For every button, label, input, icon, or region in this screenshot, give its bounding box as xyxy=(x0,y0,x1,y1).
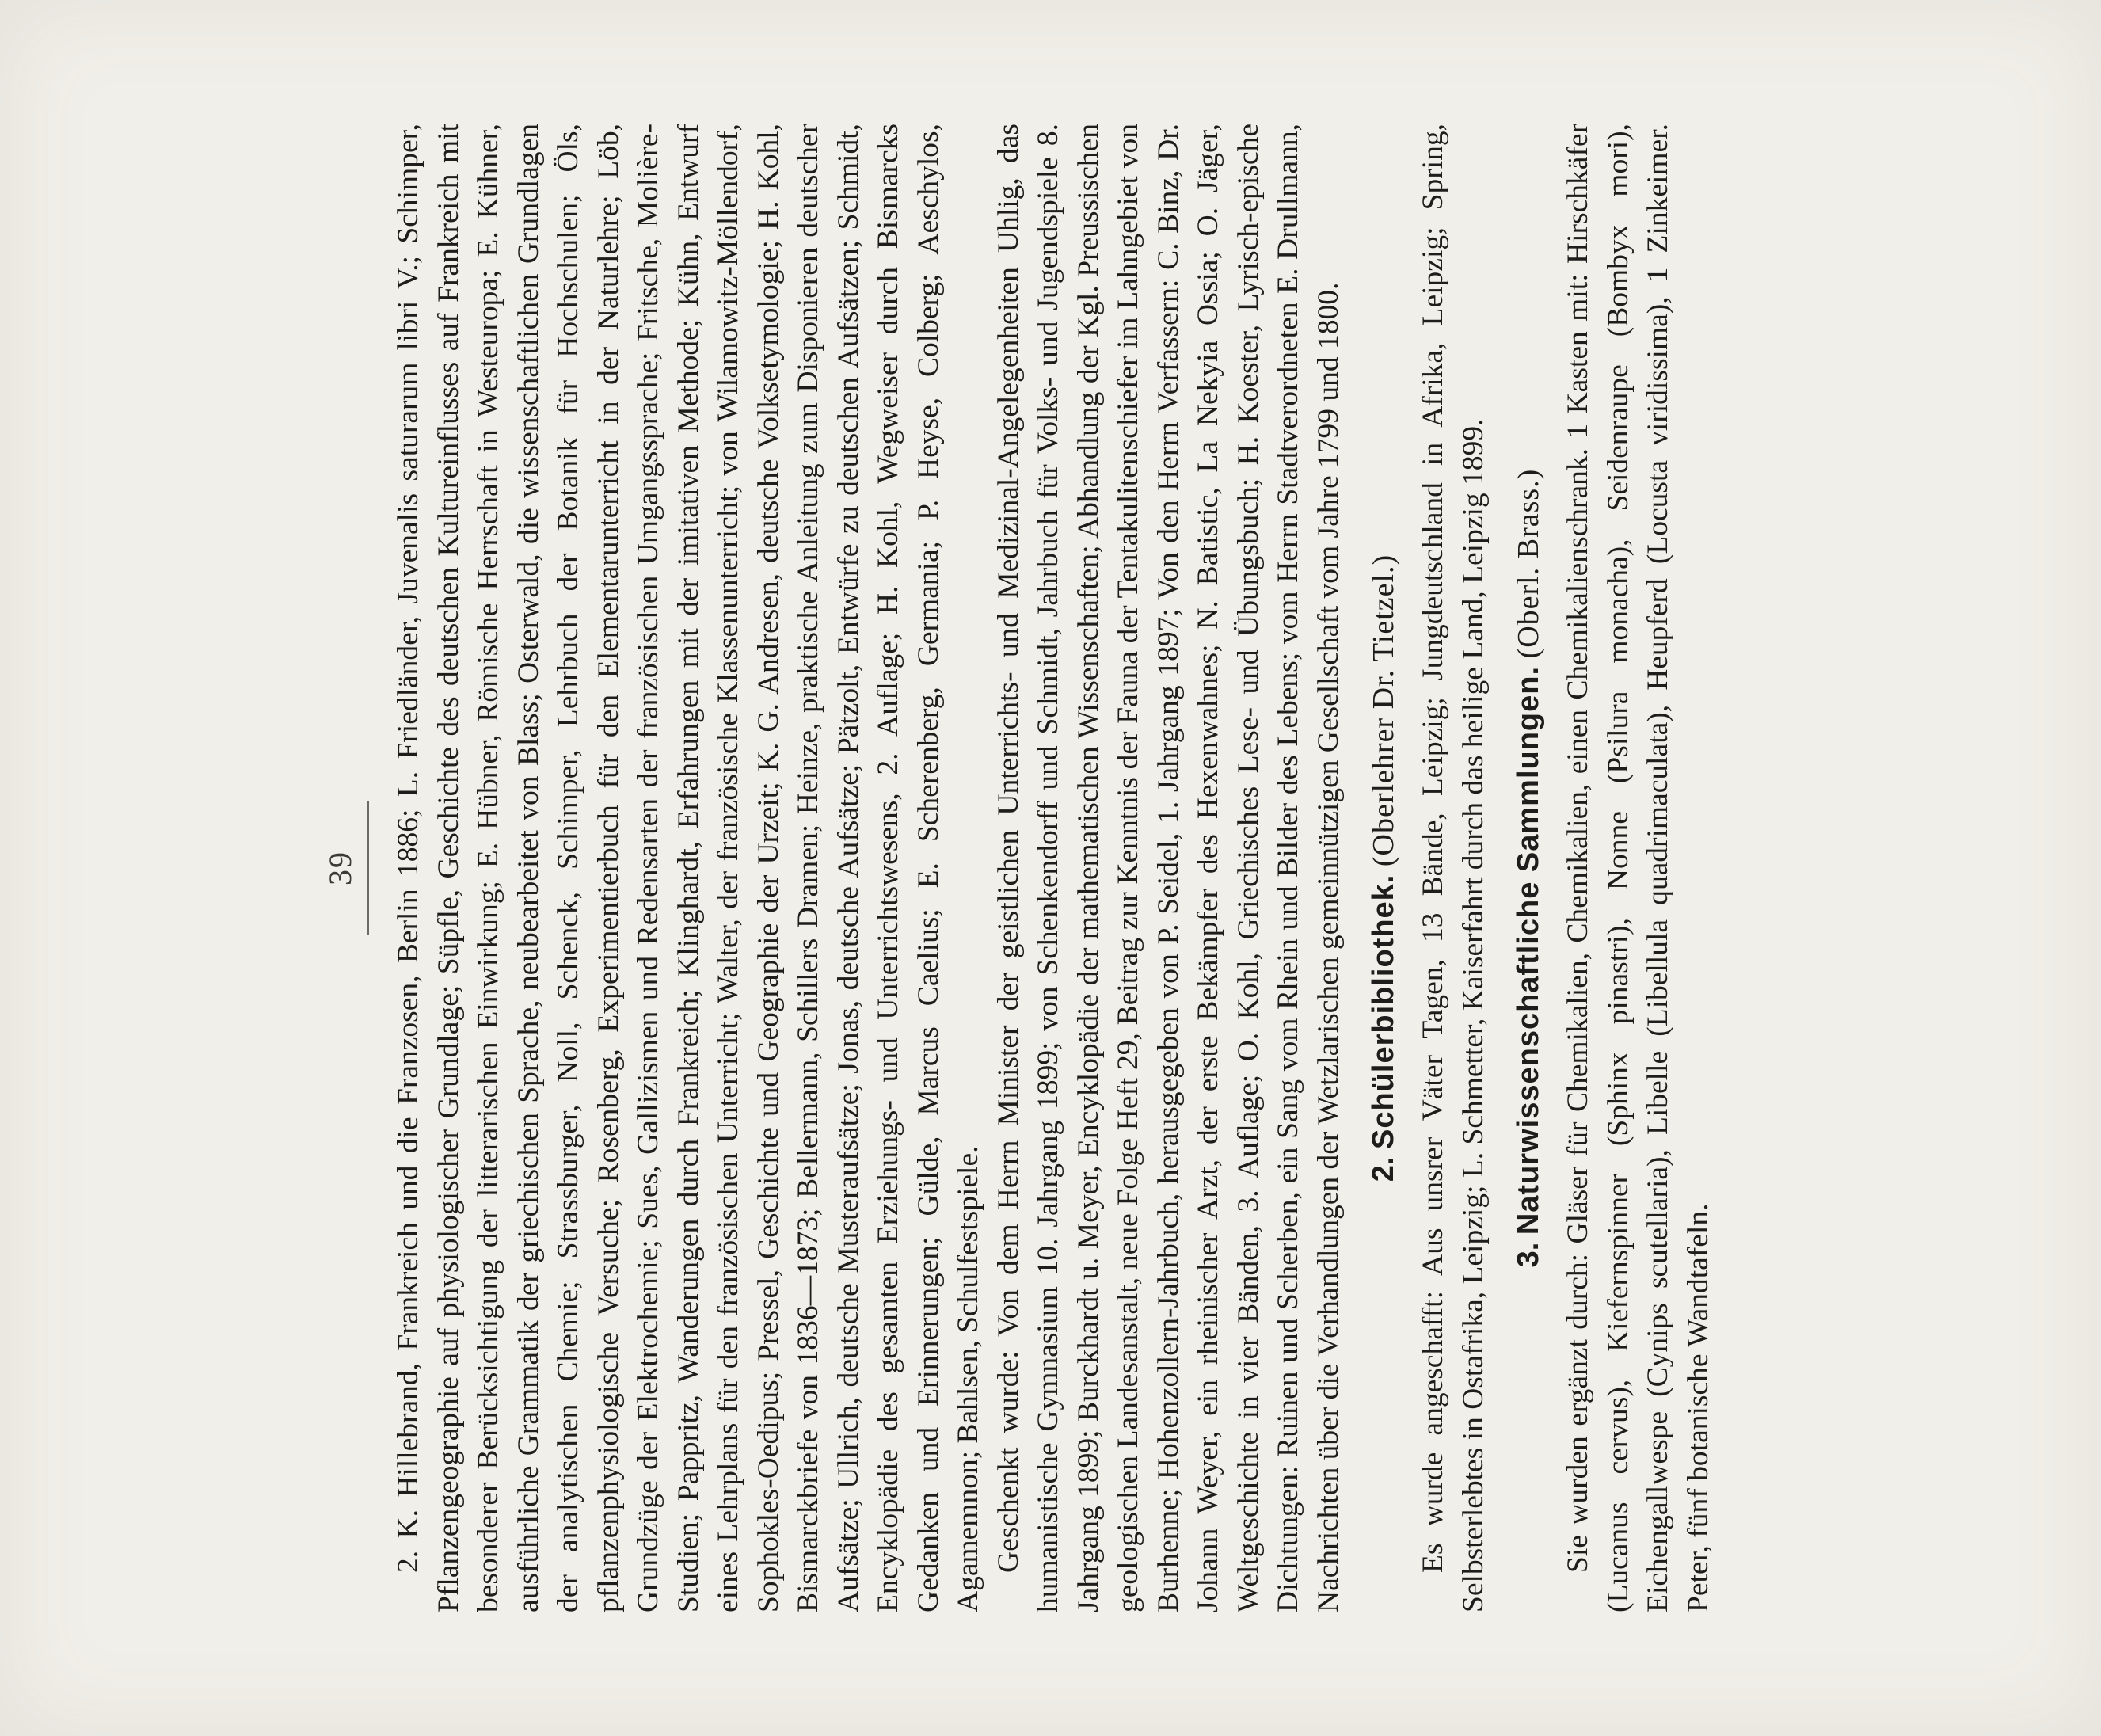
section-title: Schülerbibliothek. xyxy=(1367,874,1400,1150)
section-title: Naturwissenschaftliche Sammlungen. xyxy=(1512,665,1545,1235)
section-number: 2. xyxy=(1367,1156,1400,1182)
section-responsible: (Oberlehrer Dr. Tietzel.) xyxy=(1367,554,1400,867)
paragraph-natural-science: Sie wurden ergänzt durch: Gläser für Chemikalien, Chemikalien, einen Chemikalienschrank. 1 Kasten mit: Hirschkäfer (Lucanus cervus), Kiefernspinner (Sphinx pinastri), Nonne (Psilura monacha), Seidenraupe (Bombyx mori), Eichengallwespe (Cynips scutellaria), Libelle (Libellula quadrimaculata), Heupferd (Locusta viridissima), 1 Zinkeimer. Peter, fünf botanische Wandtafeln. xyxy=(1562,124,1715,1612)
section-number: 3. xyxy=(1512,1242,1545,1268)
header-rule xyxy=(367,801,369,935)
paragraph-donations: Geschenkt wurde: Von dem Herrn Minister der geistlichen Unterrichts- und Medizinal-Angelegenheiten Uhlig, das humanistische Gymnasium 10. Jahrgang 1899; von Schenkendorff und Schmidt, Jahrbuch für Volks- und Jugendspiele 8. Jahrgang 1899; Burckhardt u. Meyer, Encyklopädie der mathematischen Wissenschaften; Abhandlung der Kgl. Preussischen geologischen Landesanstalt, neue Folge Heft 29, Beitrag zur Kenntnis der Fauna der Tentakulitenschiefer im Lahngebiet von Burhenne; Hohenzollern-Jahrbuch, herausgegeben von P. Seidel, 1. Jahrgang 1897; Von den Herrn Verfassern: C. Binz, Dr. Johann Weyer, ein rheinischer Arzt, der erste Bekämpfer des Hexenwahnes; N. Batistic, La Nekyia Ossia; O. Jäger, Weltgeschichte in vier Bänden, 3. Auflage; O. Kohl, Griechisches Lese- und Übungsbuch; H. Koester, Lyrisch-epische Dichtungen: Ruinen und Scherben, ein Sang vom Rhein und Bilder des Lebens; vom Herrn Stadtverordneten E. Drullmann, Nachrichten über die Verhandlungen der Wetzlarischen gemeinnützigen Gesellschaft vom Jahre 1799 und 1800. xyxy=(992,124,1345,1612)
page-header xyxy=(306,124,389,1612)
section-heading-student-library xyxy=(1363,124,1404,1612)
paragraph-library-acquisitions: 2. K. Hillebrand, Frankreich und die Franzosen, Berlin 1886; L. Friedländer, Juvenalis saturarum libri V.; Schimper, Pflanzengeographie auf physiologischer Grundlage; Süpfle, Geschichte des deutschen Kultureinflusses auf Frankreich mit besonderer Berücksichtigung der litterarischen Einwirkung; E. Hübner, Römische Herrschaft in Westeuropa; E. Kühner, ausführliche Grammatik der griechischen Sprache, neubearbeitet von Blass; Osterwald, die wissenschaftlichen Grundlagen der analytischen Chemie; Strassburger, Noll, Schenck, Schimper, Lehrbuch der Botanik für Hochschulen; Öls, pflanzenphysiologische Versuche; Rosenberg, Experimentierbuch für den Elementarunterricht in der Naturlehre; Löb, Grundzüge der Elektrochemie; Sues, Gallizismen und Redensarten der französischen Umgangssprache; Fritsche, Molière-Studien; Pappritz, Wanderungen durch Frankreich; Klinghardt, Erfahrungen mit der imitativen Methode; Kühn, Entwurf eines Lehrplans für den französischen Unterricht; Walter, der französische Klassenunterricht; von Wilamowitz-Möllendorf, Sophokles-Oedipus; Pressel, Geschichte und Geographie der Urzeit; K. G. Andresen, deutsche Volksetymologie; H. Kohl, Bismarckbriefe von 1836—1873; Bellermann, Schillers Dramen; Heinze, praktische Anleitung zum Disponieren deutscher Aufsätze; Ullrich, deutsche Musteraufsätze; Jonas, deutsche Aufsätze; Pätzolt, Entwürfe zu deutschen Aufsätzen; Schmidt, Encyklopädie des gesamten Erziehungs- und Unterrichtswesens, 2. Auflage; H. Kohl, Wegweiser durch Bismarcks Gedanken und Erinnerungen; Gülde, Marcus Caelius; E. Scherenberg, Germania; P. Heyse, Colberg; Aeschylos, Agamemnon; Bahlsen, Schulfestspiele. xyxy=(392,124,984,1612)
section-heading-natural-science xyxy=(1508,124,1549,1612)
paragraph-student-library: Es wurde angeschafft: Aus unsrer Väter Tagen, 13 Bände, Leipzig; Jungdeutschland in Afrika, Leipzig; Spring, Selbsterlebtes in Ostafrika, Leipzig; L. Schmetter, Kaiserfahrt durch das heilige Land, Leipzig 1899. xyxy=(1417,124,1490,1612)
rotated-document-page xyxy=(306,92,1795,1644)
page-number: 39 xyxy=(322,851,358,885)
section-responsible: (Oberl. Brass.) xyxy=(1512,468,1545,659)
